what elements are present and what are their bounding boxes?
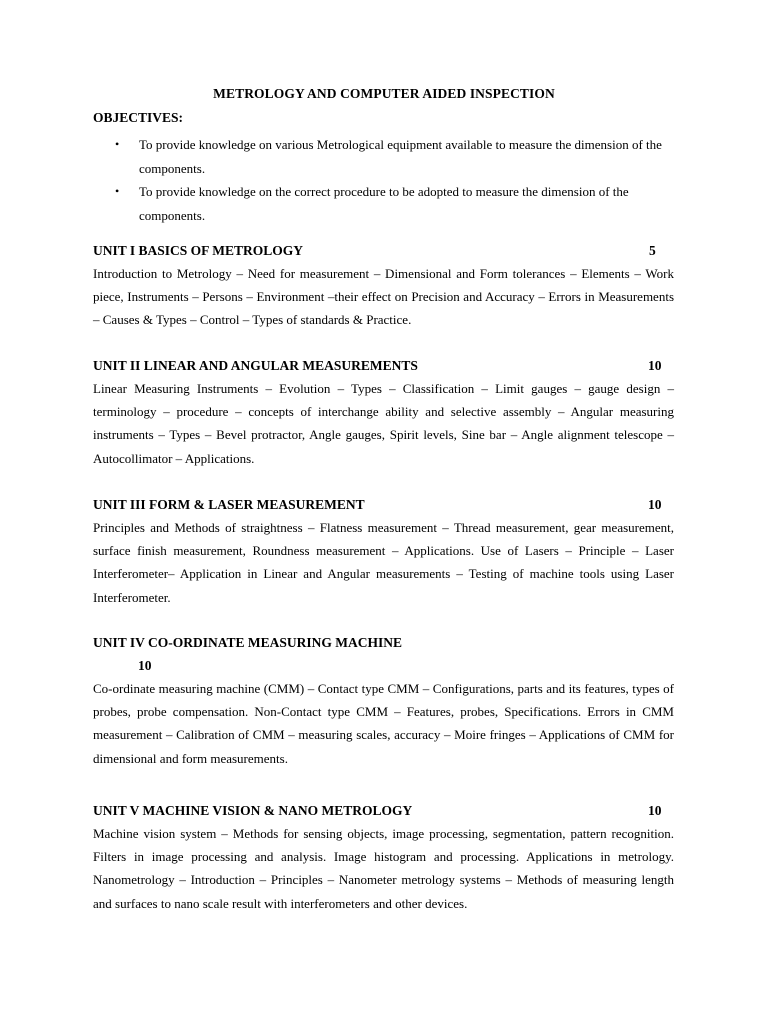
unit-description: Introduction to Metrology – Need for measurement – Dimensional and Form tolerances – Elements – Work piece, Instruments – Persons – Environment –their effect on Precision and Accuracy – Errors in Measurements – Causes & Types – Control – Types of standards & Practice.: [93, 266, 674, 328]
objective-item: [93, 133, 678, 180]
unit-2-section: [93, 354, 674, 470]
objectives-list: [93, 133, 678, 227]
unit-hours: 10: [648, 358, 662, 373]
unit-hours: 10: [138, 658, 152, 673]
bullet-icon: •: [115, 184, 120, 198]
unit-description: Co-ordinate measuring machine (CMM) – Contact type CMM – Configurations, parts and its features, types of probes, probe compensation. Non-Contact type CMM – Features, probes, Specifications. Errors in CMM measurement – Calibration of CMM – measuring scales, accuracy – Moire fringes – Applications of CMM for dimensional and form measurements.: [93, 681, 674, 766]
unit-title: UNIT V MACHINE VISION & NANO METROLOGY: [93, 803, 413, 818]
unit-description: Principles and Methods of straightness – Flatness measurement – Thread measurement, gear measurement, surface finish measurement, Roundness measurement – Applications. Use of Lasers – Principle – Laser Interferometer– Application in Linear and Angular measurements – Testing of machine tools using Laser Interferometer.: [93, 520, 674, 605]
unit-description: Machine vision system – Methods for sensing objects, image processing, segmentation, pattern recognition. Filters in image processing and analysis. Image histogram and processing. Applications in metrology. Nanometrology – Introduction – Principles – Nanometer metrology systems – Methods of measuring length and surfaces to nano scale result with interferometers and other devices.: [93, 826, 674, 911]
bullet-icon: •: [115, 137, 120, 151]
unit-title: UNIT II LINEAR AND ANGULAR MEASUREMENTS: [93, 358, 418, 373]
document-title: METROLOGY AND COMPUTER AIDED INSPECTION: [213, 86, 555, 101]
unit-description: Linear Measuring Instruments – Evolution – Types – Classification – Limit gauges – gauge design – terminology – procedure – concepts of interchange ability and selective assembly – Angular measuring instruments – Types – Bevel protractor, Angle gauges, Spirit levels, Sine bar – Angle alignment telescope – Autocollimator – Applications.: [93, 381, 674, 466]
unit-heading: [93, 239, 674, 262]
unit-heading: [93, 354, 674, 377]
objectives-label: OBJECTIVES:: [93, 110, 184, 125]
unit-hours: 10: [648, 497, 662, 512]
unit-heading: [93, 631, 674, 654]
unit-title: UNIT I BASICS OF METROLOGY: [93, 243, 304, 258]
unit-4-section: [93, 631, 674, 770]
objective-text: To provide knowledge on various Metrological equipment available to measure the dimension of the components.: [139, 137, 662, 176]
unit-heading: [93, 493, 674, 516]
unit-1-section: [93, 239, 674, 332]
unit-5-section: [93, 799, 674, 915]
unit-3-section: [93, 493, 674, 609]
objective-item: [93, 180, 678, 227]
unit-hours: 5: [649, 243, 656, 258]
unit-title: UNIT IV CO-ORDINATE MEASURING MACHINE: [93, 635, 403, 650]
unit-heading: [93, 799, 674, 822]
unit-hours: 10: [648, 803, 662, 818]
unit-title: UNIT III FORM & LASER MEASUREMENT: [93, 497, 365, 512]
objective-text: To provide knowledge on the correct procedure to be adopted to measure the dimension of the components.: [139, 184, 629, 223]
